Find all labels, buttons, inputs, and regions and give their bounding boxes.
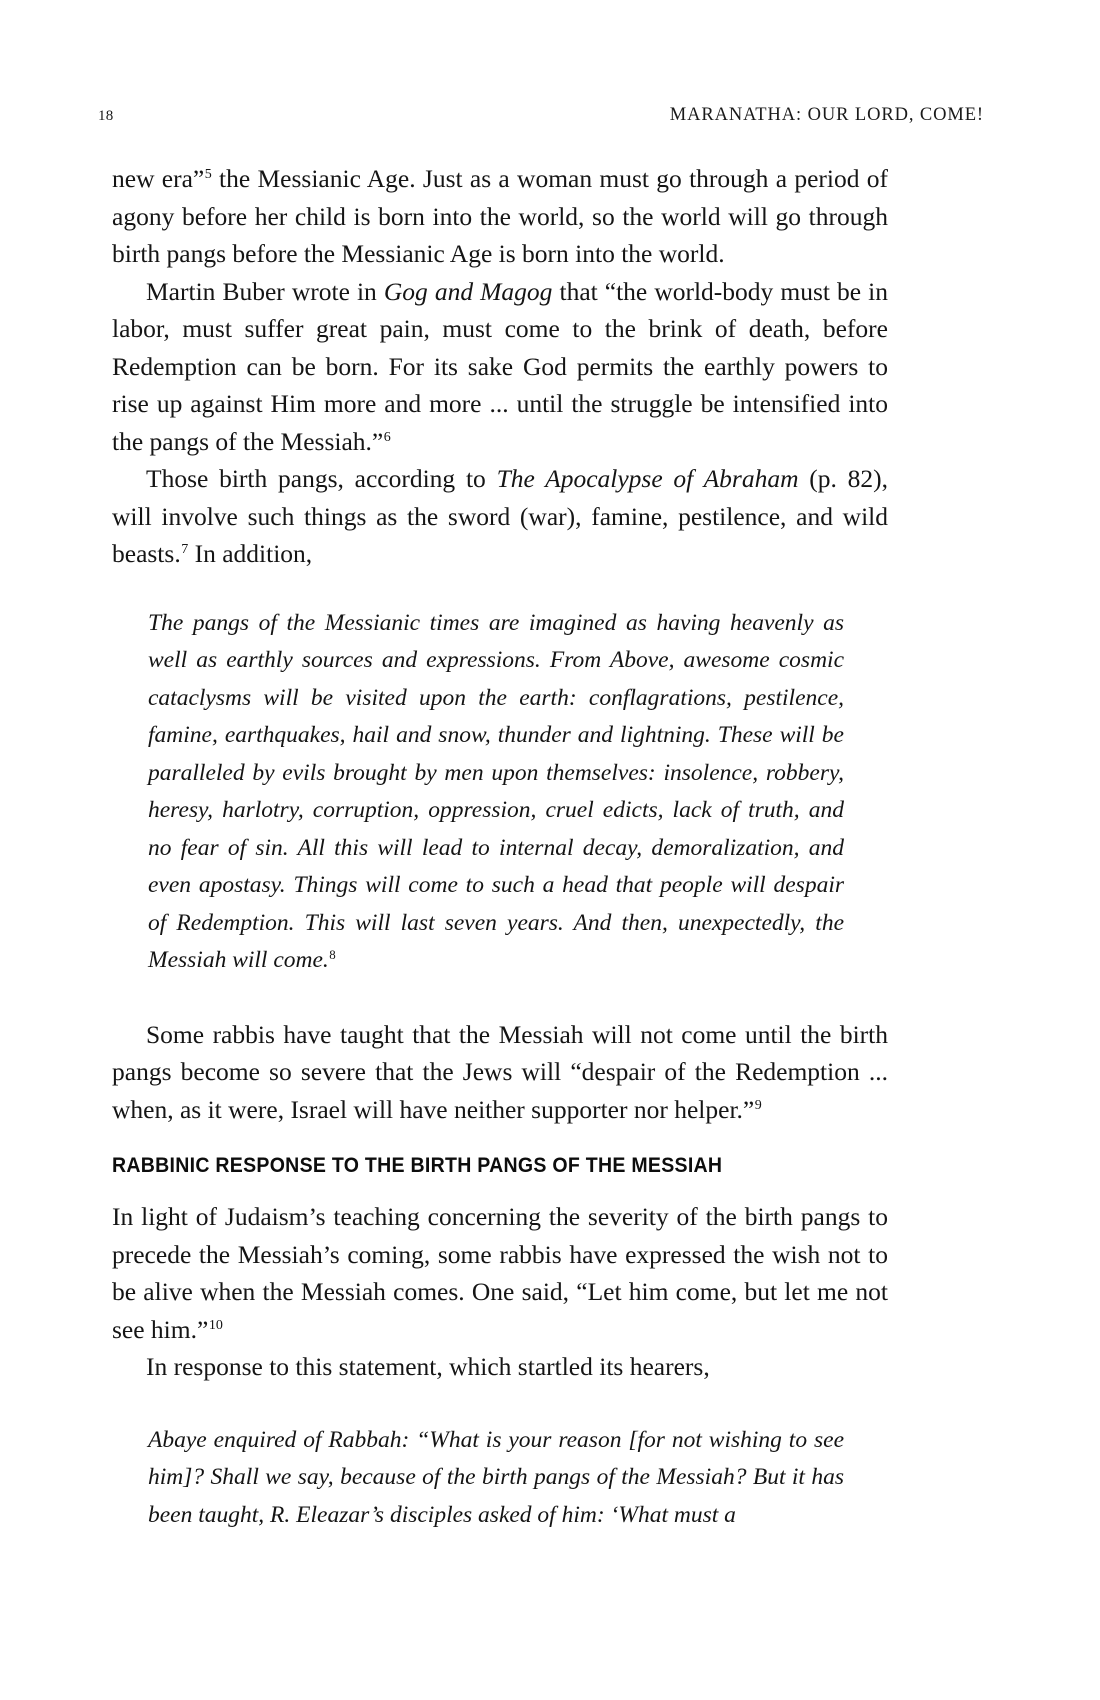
extract-2-text: Abaye enquired of Rabbah: “What is your reason [for not wishing to see him]? Shall we say, because of the birth pangs of the Messiah? But it has been taught, R. Eleazar’s disciples asked of him: ‘What must a	[148, 1426, 844, 1528]
paragraph-3-lead: Those birth pangs, according to	[146, 464, 497, 493]
book-title-apocalypse-of-abraham: The Apocalypse of Abraham	[496, 464, 799, 493]
paragraph-in-response	[112, 1348, 888, 1386]
footnote-marker-6: 6	[383, 429, 391, 445]
paragraph-2-lead: Martin Buber wrote in	[146, 276, 384, 306]
paragraph-6-text: In response to this statement, which startled its hearers,	[146, 1352, 710, 1381]
paragraph-4-text: Some rabbis have taught that the Messiah will not come until the birth pangs become so severe that the Jews will “despair of the Redemption ... when, as it were, Israel will have neither supporter nor helper.”	[112, 1019, 888, 1124]
paragraph-2-middle: that “the world-body must be in labor, must suffer great pain, must come to the brink of death, before Redemption can be born. For its sake God permits the earthly powers to rise up against Him more and more ... until the struggle be intensified into the pangs of the Messiah.”	[112, 276, 888, 456]
paragraph-5-text: In light of Judaism’s teaching concerning the severity of the birth pangs to precede the Messiah’s coming, some rabbis have expressed the wish not to be alive when the Messiah comes. One said, “Let him come, but let me not see him.”	[112, 1202, 888, 1344]
paragraph-3-tail: In addition,	[188, 539, 313, 568]
extract-quote-messianic-pangs	[112, 605, 888, 980]
spacer-before-heading	[112, 1128, 888, 1154]
section-heading: RABBINIC RESPONSE TO THE BIRTH PANGS OF THE MESSIAH	[112, 1154, 723, 1177]
paragraph-buber	[112, 273, 888, 461]
paragraph-1-after-note: the Messianic Age. Just as a woman must go through a period of agony before her child is born into the world, so the world will go through birth pangs before the Messianic Age is born into the world.	[112, 164, 888, 268]
paragraph-apocalypse	[112, 460, 888, 573]
extract-quote-abaye	[112, 1422, 888, 1535]
text-block	[112, 160, 888, 1534]
spacer-before-extract-2	[112, 1386, 888, 1422]
paragraph-1-before-note: new era”	[112, 164, 205, 193]
book-title-gog-and-magog: Gog and Magog	[383, 276, 553, 306]
extract-1-paragraph	[148, 605, 844, 980]
extract-2-paragraph	[148, 1422, 844, 1535]
running-head-title: MARANATHA: OUR LORD, COME!	[669, 105, 984, 125]
footnote-marker-5: 5	[204, 167, 212, 183]
paragraph-in-light-of-judaism	[112, 1198, 888, 1348]
paragraph-continuation	[112, 160, 888, 273]
footnote-marker-9: 9	[754, 1097, 762, 1113]
spacer-after-heading	[112, 1178, 888, 1198]
footnote-marker-10: 10	[208, 1317, 223, 1333]
page-number: 18	[98, 108, 114, 124]
paragraph-3-middle: (p. 82), will involve such things as the sword (war), famine, pestilence, and wild beasts.	[112, 464, 889, 568]
extract-1-text: The pangs of the Messianic times are imagined as having heavenly as well as earthly sources and expressions. From Above, awesome cosmic cataclysms will be visited upon the earth: conflagrations, pestilence, famine, earthquakes, hail and snow, thunder and lightning. These will be paralleled by evils brought by men upon themselves: insolence, robbery, heresy, harlotry, corruption, oppression, cruel edicts, lack of truth, and no fear of sin. All this will lead to internal decay, demoralization, and even apostasy. Things will come to such a head that people will despair of Redemption. This will last seven years. And then, unexpectedly, the Messiah will come.	[148, 609, 844, 973]
paragraph-some-rabbis	[112, 1016, 888, 1129]
spacer-before-extract-1	[112, 573, 888, 605]
spacer-after-extract-1	[112, 980, 888, 1016]
footnote-marker-7: 7	[181, 542, 189, 558]
footnote-marker-8: 8	[329, 947, 336, 962]
running-head	[98, 105, 1002, 131]
